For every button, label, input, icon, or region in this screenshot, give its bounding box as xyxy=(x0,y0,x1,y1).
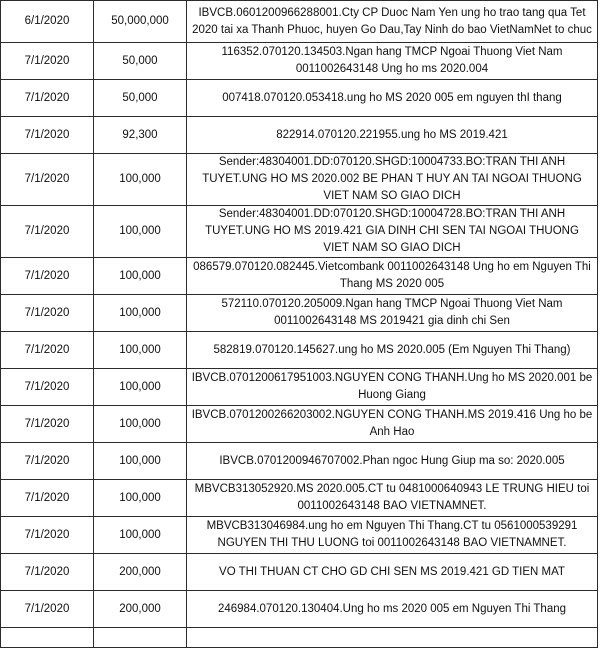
table-row xyxy=(1,591,598,628)
date-cell: 7/1/2020 xyxy=(1,443,94,480)
table-row xyxy=(1,480,598,517)
description-cell: 116352.070120.134503.Ngan hang TMCP Ngoai Thuong Viet Nam 0011002643148 Ung ho ms 2020.004 xyxy=(187,43,598,80)
amount-cell: 100,000 xyxy=(94,258,187,295)
amount-cell: 200,000 xyxy=(94,591,187,628)
table-row xyxy=(1,554,598,591)
table-row xyxy=(1,295,598,332)
description-cell: 086579.070120.082445.Vietcombank 0011002643148 Ung ho em Nguyen Thi Thang MS 2020 005 xyxy=(187,258,598,295)
description-cell: IBVCB.0701200266203002.NGUYEN CONG THANH.MS 2019.416 Ung ho be Anh Hao xyxy=(187,406,598,443)
date-cell: 7/1/2020 xyxy=(1,154,94,206)
table-row xyxy=(1,43,598,80)
date-cell xyxy=(1,628,94,648)
date-cell: 7/1/2020 xyxy=(1,591,94,628)
description-cell: MBVCB313046984.ung ho em Nguyen Thi Thang.CT tu 0561000539291 NGUYEN THI THU LUONG toi 0011002643148 BAO VIETNAMNET. xyxy=(187,517,598,554)
description-cell: MBVCB313052920.MS 2020.005.CT tu 0481000640943 LE TRUNG HIEU toi 0011002643148 BAO VIETNAMNET. xyxy=(187,480,598,517)
description-cell xyxy=(187,628,598,648)
table-row xyxy=(1,206,598,258)
table-row xyxy=(1,117,598,154)
amount-cell: 100,000 xyxy=(94,154,187,206)
date-cell: 7/1/2020 xyxy=(1,517,94,554)
table-row xyxy=(1,80,598,117)
date-cell: 7/1/2020 xyxy=(1,554,94,591)
date-cell: 7/1/2020 xyxy=(1,43,94,80)
date-cell: 7/1/2020 xyxy=(1,258,94,295)
amount-cell: 100,000 xyxy=(94,517,187,554)
table-row xyxy=(1,1,598,43)
amount-cell: 50,000 xyxy=(94,80,187,117)
date-cell: 6/1/2020 xyxy=(1,1,94,43)
amount-cell: 100,000 xyxy=(94,369,187,406)
description-cell: Sender:48304001.DD:070120.SHGD:10004733.BO:TRAN THI ANH TUYET.UNG HO MS 2020.002 BE PHAN T HUY AN TAI NGOAI THUONG VIET NAM SO GIAO DICH xyxy=(187,154,598,206)
description-cell: Sender:48304001.DD:070120.SHGD:10004728.BO:TRAN THI ANH TUYET.UNG HO MS 2019.421 GIA DINH CHI SEN TAI NGOAI THUONG VIET NAM SO GIAO DICH xyxy=(187,206,598,258)
table-row xyxy=(1,332,598,369)
date-cell: 7/1/2020 xyxy=(1,206,94,258)
description-cell: 822914.070120.221955.ung ho MS 2019.421 xyxy=(187,117,598,154)
description-cell: 582819.070120.145627.ung ho MS 2020.005 (Em Nguyen Thi Thang) xyxy=(187,332,598,369)
amount-cell: 100,000 xyxy=(94,480,187,517)
amount-cell: 100,000 xyxy=(94,406,187,443)
table-row xyxy=(1,443,598,480)
amount-cell: 92,300 xyxy=(94,117,187,154)
date-cell: 7/1/2020 xyxy=(1,406,94,443)
table-row xyxy=(1,628,598,648)
table-row xyxy=(1,517,598,554)
date-cell: 7/1/2020 xyxy=(1,369,94,406)
description-cell: IBVCB.0701200946707002.Phan ngoc Hung Giup ma so: 2020.005 xyxy=(187,443,598,480)
amount-cell: 200,000 xyxy=(94,554,187,591)
description-cell: 572110.070120.205009.Ngan hang TMCP Ngoai Thuong Viet Nam 0011002643148 MS 2019421 gia dinh chi Sen xyxy=(187,295,598,332)
amount-cell xyxy=(94,628,187,648)
amount-cell: 50,000 xyxy=(94,43,187,80)
amount-cell: 100,000 xyxy=(94,443,187,480)
table-row xyxy=(1,258,598,295)
date-cell: 7/1/2020 xyxy=(1,332,94,369)
description-cell: 246984.070120.130404.Ung ho ms 2020 005 em Nguyen Thi Thang xyxy=(187,591,598,628)
date-cell: 7/1/2020 xyxy=(1,480,94,517)
table-row xyxy=(1,154,598,206)
date-cell: 7/1/2020 xyxy=(1,80,94,117)
amount-cell: 100,000 xyxy=(94,295,187,332)
table-row xyxy=(1,369,598,406)
amount-cell: 100,000 xyxy=(94,206,187,258)
description-cell: VO THI THUAN CT CHO GD CHI SEN MS 2019.421 GD TIEN MAT xyxy=(187,554,598,591)
table-row xyxy=(1,406,598,443)
ledger-body xyxy=(1,1,598,648)
description-cell: IBVCB.0601200966288001.Cty CP Duoc Nam Yen ung ho trao tang qua Tet 2020 tai xa Thanh Phuoc, huyen Go Dau,Tay Ninh do bao VietNamNet to chuc xyxy=(187,1,598,43)
amount-cell: 50,000,000 xyxy=(94,1,187,43)
description-cell: IBVCB.0701200617951003.NGUYEN CONG THANH.Ung ho MS 2020.001 be Huong Giang xyxy=(187,369,598,406)
date-cell: 7/1/2020 xyxy=(1,295,94,332)
date-cell: 7/1/2020 xyxy=(1,117,94,154)
amount-cell: 100,000 xyxy=(94,332,187,369)
description-cell: 007418.070120.053418.ung ho MS 2020 005 em nguyen thI thang xyxy=(187,80,598,117)
